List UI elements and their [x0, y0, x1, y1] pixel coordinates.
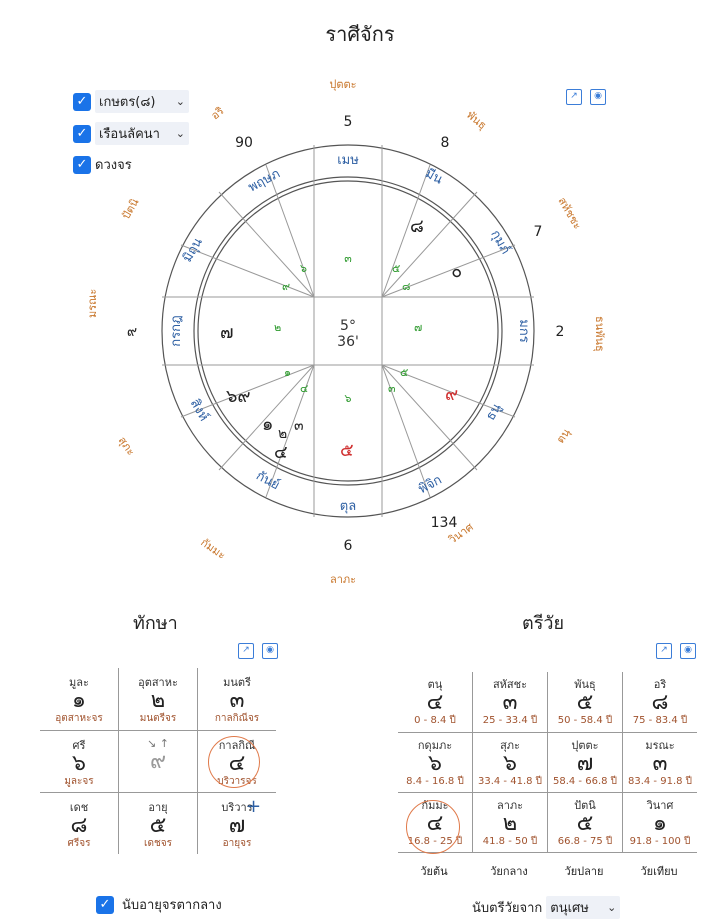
- select-kaset-value: เกษตร(๘): [99, 95, 156, 110]
- outer-label-left-lower: สุภะ: [115, 434, 138, 459]
- ring-number-top-left: 90: [235, 135, 253, 151]
- select-house-value: เรือนลัคนา: [99, 127, 160, 142]
- age-label: วัยต้น: [420, 865, 448, 878]
- page-title: ราศีจักร: [325, 22, 395, 46]
- triwai-cell: [398, 672, 473, 732]
- sign-kataka: กรกฎ: [169, 315, 184, 347]
- outer-label-top-left: อริ: [208, 104, 227, 123]
- triwai-cell-sub: 33.4 - 41.8 ปี: [477, 775, 543, 787]
- camera-icon[interactable]: ◉: [590, 89, 606, 105]
- sign-methun: มิถุน: [180, 235, 206, 265]
- taksa-cell-value: ๑: [72, 688, 86, 713]
- chevron-down-icon: ⌄: [607, 901, 617, 914]
- house-br1: ๕: [400, 366, 409, 379]
- taksa-cell-value: ๘: [70, 812, 88, 838]
- house-bottom: ๖: [344, 392, 352, 405]
- ring-number-right: 2: [555, 324, 565, 340]
- sign-pruksa: พฤษภ: [246, 166, 283, 196]
- ring-number-left: ๙: [126, 324, 138, 340]
- triwai-cell-label: อริ: [653, 678, 667, 691]
- taksa-cell-label: มูละ: [69, 676, 89, 689]
- sign-mangkon: มกร: [516, 319, 531, 343]
- count-select-value: ตนุเศษ: [550, 901, 589, 916]
- taksa-title: ทักษา: [133, 613, 178, 634]
- triwai-cell-value: ๗: [576, 750, 594, 776]
- triwai-cell: [473, 792, 548, 852]
- age-label: วัยปลาย: [564, 865, 604, 878]
- planet-cluster-3: ๓: [294, 418, 304, 434]
- sign-sing: สิงห์: [186, 396, 212, 424]
- triwai-cell-label: มรณะ: [645, 738, 675, 752]
- triwai-cell: [548, 672, 623, 732]
- triwai-cell-label: ลาภะ: [496, 798, 524, 812]
- triwai-cell-label: สหัสชะ: [492, 678, 528, 691]
- sign-pichik: พิจิก: [416, 472, 445, 498]
- sign-kumbh: กุมภ์: [487, 227, 513, 257]
- taksa-cell-sub: มูละจร: [64, 775, 94, 787]
- count-label: นับตรีวัยจาก: [472, 901, 543, 916]
- triwai-cell-label: กัมมะ: [421, 798, 449, 812]
- open-external-icon[interactable]: ↗: [566, 89, 582, 105]
- taksa-cell-value: ๒: [150, 688, 166, 713]
- checkbox-duangjon[interactable]: ✓: [73, 156, 91, 174]
- count-row: [472, 896, 620, 919]
- taksa-cell-label: บริวาร: [221, 800, 253, 814]
- taksa-cell-value: ๙: [149, 748, 167, 774]
- triwai-cell-sub: 83.4 - 91.8 ปี: [627, 775, 693, 787]
- outer-label-bottom: ลาภะ: [329, 573, 357, 586]
- planet-top-right-a: ๘: [410, 216, 424, 237]
- outer-label-top: ปุตตะ: [329, 78, 357, 91]
- triwai-cell-sub: 58.4 - 66.8 ปี: [552, 775, 618, 787]
- taksa-cell-sub: บริวารจร: [217, 775, 257, 787]
- outer-label-top-right: พันธุ: [464, 108, 489, 133]
- center-degree: 5°: [340, 318, 356, 334]
- taksa-cell-label: อุตสาหะ: [138, 676, 178, 689]
- camera-icon[interactable]: ◉: [680, 643, 696, 659]
- triwai-cell-value: ๖: [428, 750, 442, 776]
- triwai-cell-label: กดุมภะ: [417, 738, 453, 752]
- triwai-cell-value: ๓: [502, 690, 518, 715]
- planet-red-right: ๙: [445, 384, 459, 405]
- triwai-cell-sub: 8.4 - 16.8 ปี: [406, 775, 464, 787]
- open-external-icon[interactable]: ↗: [656, 643, 672, 659]
- house-bl1: ๑: [284, 366, 291, 379]
- triwai-cell-value: ๖: [503, 750, 517, 776]
- triwai-cell: [623, 732, 698, 792]
- triwai-cell-label: ปุตตะ: [571, 738, 599, 752]
- planet-left: ๗: [220, 322, 234, 343]
- triwai-title: ตรีวัย: [522, 613, 565, 634]
- taksa-cell-sub: เดชจร: [144, 837, 172, 849]
- house-top: ๓: [344, 252, 352, 265]
- house-br2: ๓: [388, 382, 396, 395]
- highlight-circle: [406, 800, 460, 854]
- planet-cluster-1: ๑: [262, 414, 274, 435]
- triwai-cell-sub: 50 - 58.4 ปี: [557, 715, 613, 726]
- open-external-icon[interactable]: ↗: [238, 643, 254, 659]
- triwai-cell-label: พันธุ: [574, 678, 596, 691]
- triwai-cell-sub: 25 - 33.4 ปี: [482, 715, 538, 726]
- triwai-cell-value: ๕: [576, 810, 594, 836]
- house-right: ๗: [414, 321, 423, 334]
- plus-icon: +: [246, 796, 262, 817]
- highlight-circle: [208, 736, 260, 788]
- taksa-cell-value: ๔: [228, 750, 246, 776]
- triwai-cell-sub: 75 - 83.4 ปี: [632, 715, 688, 726]
- house-tl2: ๙: [282, 280, 291, 293]
- age-label: วัยกลาง: [490, 865, 528, 878]
- taksa-cell-center: [119, 730, 198, 792]
- triwai-cell-sub: 91.8 - 100 ปี: [629, 835, 691, 847]
- count-select[interactable]: [546, 896, 620, 919]
- checkbox-house[interactable]: ✓: [73, 125, 91, 143]
- taksa-cell: [40, 668, 119, 730]
- ring-number-bottom: 6: [343, 538, 353, 554]
- triwai-cell-value: ๒: [502, 810, 518, 836]
- house-tr2: ๘: [402, 280, 411, 293]
- taksa-cell-label: มนตรี: [223, 676, 251, 689]
- triwai-cell-value: ๔: [426, 690, 444, 715]
- triwai-cell-sub: 16.8 - 25 ปี: [407, 835, 463, 847]
- outer-label-right-upper: สหัชชะ: [555, 195, 585, 232]
- taksa-cell-label: กาลกิณี: [218, 738, 256, 752]
- triwai-cell: [623, 792, 698, 852]
- triwai-cell: [548, 732, 623, 792]
- sign-mesha: เมษ: [337, 153, 359, 168]
- taksa-cell: [198, 668, 277, 730]
- triwai-cell-label: วินาศ: [646, 798, 674, 812]
- outer-label-left: มรณะ: [86, 288, 99, 318]
- triwai-cell-value: ๘: [651, 690, 669, 715]
- ring-number-top: 5: [343, 114, 353, 130]
- taksa-cell-sub: อายุจร: [222, 837, 252, 849]
- triwai-cell-label: สุภะ: [500, 738, 520, 752]
- checkbox-taksa[interactable]: ✓: [96, 896, 114, 914]
- ring-number-bottom-right: 134: [430, 515, 458, 531]
- chevron-down-icon: ⌄: [175, 127, 185, 140]
- planet-top-right-b: ๐: [446, 260, 470, 284]
- triwai-cell: [398, 732, 473, 792]
- taksa-checkbox-row[interactable]: [96, 894, 222, 915]
- checkbox-taksa-label: นับอายุจรตากลาง: [122, 898, 222, 913]
- outer-label-left-upper: ปัตนิ: [119, 196, 142, 222]
- taksa-cell: [40, 730, 119, 792]
- taksa-cell: [119, 792, 198, 854]
- triwai-cell-sub: 0 - 8.4 ปี: [414, 715, 456, 726]
- taksa-cell: [40, 792, 119, 854]
- chevron-down-icon: ⌄: [175, 95, 185, 108]
- outer-label-bottom-right: วินาศ: [446, 520, 476, 547]
- triwai-cell: [548, 792, 623, 852]
- taksa-cell: [119, 668, 198, 730]
- outer-label-bottom-left: กัมมะ: [198, 535, 228, 562]
- triwai-cell: [473, 732, 548, 792]
- triwai-cell-value: ๕: [576, 690, 594, 715]
- sign-kanya: กันย์: [253, 468, 282, 494]
- planet-cluster-2: ๒: [278, 426, 288, 442]
- triwai-cell-value: ๑: [653, 810, 667, 836]
- triwai-cell-label: ตนุ: [427, 678, 443, 691]
- taksa-cell-sub: มนตรีจร: [139, 713, 177, 724]
- house-tl1: ๖: [300, 262, 307, 275]
- triwai-cell-sub: 41.8 - 50 ปี: [482, 835, 538, 847]
- triwai-cell-value: ๓: [652, 750, 668, 776]
- triwai-cell-label: ปัตนิ: [574, 798, 596, 812]
- age-label: วัยเทียบ: [640, 865, 678, 878]
- triwai-cell: [473, 672, 548, 732]
- checkbox-duangjon-label: ดวงจร: [95, 158, 132, 173]
- taksa-cell-label: ศรี: [72, 738, 86, 752]
- taksa-cell-sub: อุตสาหะจร: [55, 713, 103, 724]
- taksa-cell-sub: กาลกิณีจร: [214, 713, 260, 724]
- taksa-cell-value: ๗: [228, 812, 246, 838]
- sign-tula: ตุล: [339, 499, 357, 514]
- house-bl2: ๔: [300, 382, 309, 395]
- planet-red-bottom: ๕: [340, 440, 354, 461]
- outer-label-right: ธนพันธุ: [593, 316, 606, 352]
- taksa-cell: [198, 792, 277, 854]
- triwai-cell-sub: 66.8 - 75 ปี: [557, 835, 613, 847]
- camera-icon[interactable]: ◉: [262, 643, 278, 659]
- taksa-cell-value: ๓: [229, 688, 245, 713]
- house-tr1: ๕: [392, 262, 401, 275]
- ring-number-right-upper: 7: [533, 224, 543, 240]
- ring-number-top-right: 8: [440, 135, 450, 151]
- taksa-cell-sub: ศรีจร: [67, 837, 91, 849]
- sign-meen: มีน: [422, 166, 445, 188]
- planet-left-low: ๖๙: [226, 386, 251, 407]
- taksa-cell-value: ๖: [72, 750, 86, 776]
- taksa-cell-label: อายุ: [148, 800, 168, 814]
- house-left: ๒: [274, 321, 282, 334]
- checkbox-kaset[interactable]: ✓: [73, 93, 91, 111]
- arrows-icon: ↘ ↑: [147, 736, 169, 750]
- outer-label-right-lower: ตนุ: [553, 426, 573, 446]
- sign-thanu: ธนู: [483, 401, 505, 424]
- taksa-cell-label: เดช: [69, 800, 89, 814]
- triwai-cell-value: ๔: [426, 810, 444, 836]
- planet-cluster-4: ๔: [274, 442, 288, 463]
- taksa-cell-value: ๕: [149, 812, 167, 838]
- triwai-cell: [623, 672, 698, 732]
- center-minute: 36': [337, 334, 359, 350]
